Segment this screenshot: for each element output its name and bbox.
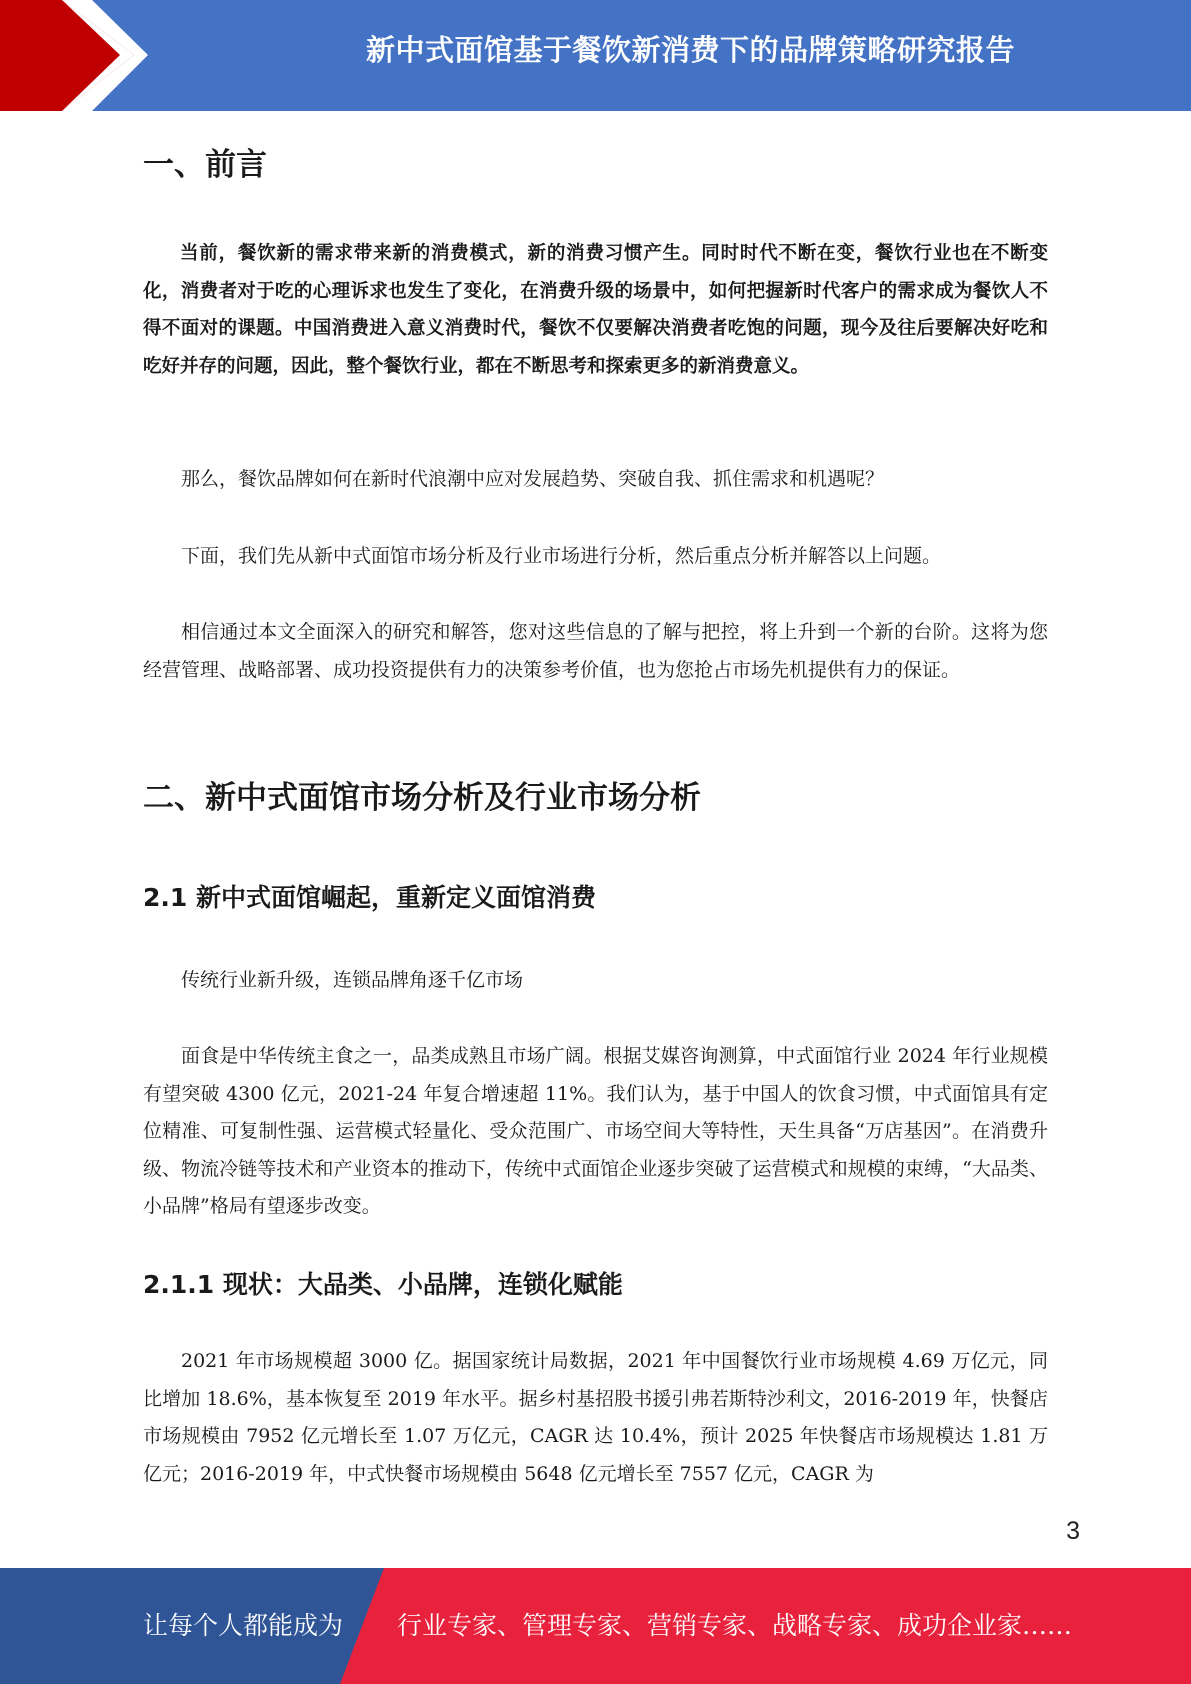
section-heading-preface: 一、前言	[143, 147, 267, 183]
paragraph: 当前，餐饮新的需求带来新的消费模式，新的消费习惯产生。同时时代不断在变，餐饮行业也在不断变化，消费者对于吃的心理诉求也发生了变化，在消费升级的场景中，如何把握新时代客户的需求成为餐饮人不得不面对的课题。中国消费进入意义消费时代，餐饮不仅要解决消费者吃饱的问题，现今及往后要解决好吃和吃好并存的问题，因此，整个餐饮行业，都在不断思考和探索更多的新消费意义。	[143, 243, 1048, 377]
paragraph: 相信通过本文全面深入的研究和解答，您对这些信息的了解与把控，将上升到一个新的台阶。这将为您经营管理、战略部署、成功投资提供有力的决策参考价值，也为您抢占市场先机提供有力的保证。	[143, 621, 1048, 681]
report-title: 新中式面馆基于餐饮新消费下的品牌策略研究报告	[365, 33, 1015, 67]
subsection-heading-2-1: 2.1 新中式面馆崛起，重新定义面馆消费	[143, 883, 596, 912]
section-heading-market-analysis: 二、新中式面馆市场分析及行业市场分析	[143, 780, 701, 816]
paragraph: 下面，我们先从新中式面馆市场分析及行业市场进行分析，然后重点分析并解答以上问题。	[181, 545, 942, 567]
header-arrow-icon	[0, 0, 160, 111]
paragraph: 那么，餐饮品牌如何在新时代浪潮中应对发展趋势、突破自我、抓住需求和机遇呢？	[181, 468, 885, 490]
page-number: 3	[1066, 1517, 1080, 1545]
header-band	[0, 0, 1191, 111]
subsection-heading-2-1-1: 2.1.1 现状：大品类、小品牌，连锁化赋能	[143, 1270, 623, 1299]
paragraph: 2021 年市场规模超 3000 亿。据国家统计局数据，2021 年中国餐饮行业市场规模 4.69 万亿元，同比增加 18.6%，基本恢复至 2019 年水平。据乡村基招股书援引弗若斯特沙利文，2016-2019 年，快餐店市场规模由 7952 亿元增长至 1.07 万亿元，CAGR 达 10.4%，预计 2025 年快餐店市场规模达 1.81 万亿元；2016-2019 年，中式快餐市场规模由 5648 亿元增长至 7557 亿元，CAGR 为	[143, 1350, 1048, 1485]
footer-slogan-right: 行业专家、管理专家、营销专家、战略专家、成功企业家……	[397, 1611, 1073, 1640]
footer-slogan-left: 让每个人都能成为	[143, 1611, 344, 1640]
footer-band	[0, 1568, 1191, 1684]
paragraph: 传统行业新升级，连锁品牌角逐千亿市场	[181, 969, 524, 991]
paragraph: 面食是中华传统主食之一，品类成熟且市场广阔。根据艾媒咨询测算，中式面馆行业 2024 年行业规模有望突破 4300 亿元，2021-24 年复合增速超 11%。我们认为，基于中国人的饮食习惯，中式面馆具有定位精准、可复制性强、运营模式轻量化、受众范围广、市场空间大等特性，天生具备“万店基因”。在消费升级、物流冷链等技术和产业资本的推动下，传统中式面馆企业逐步突破了运营模式和规模的束缚，“大品类、小品牌”格局有望逐步改变。	[143, 1045, 1048, 1217]
